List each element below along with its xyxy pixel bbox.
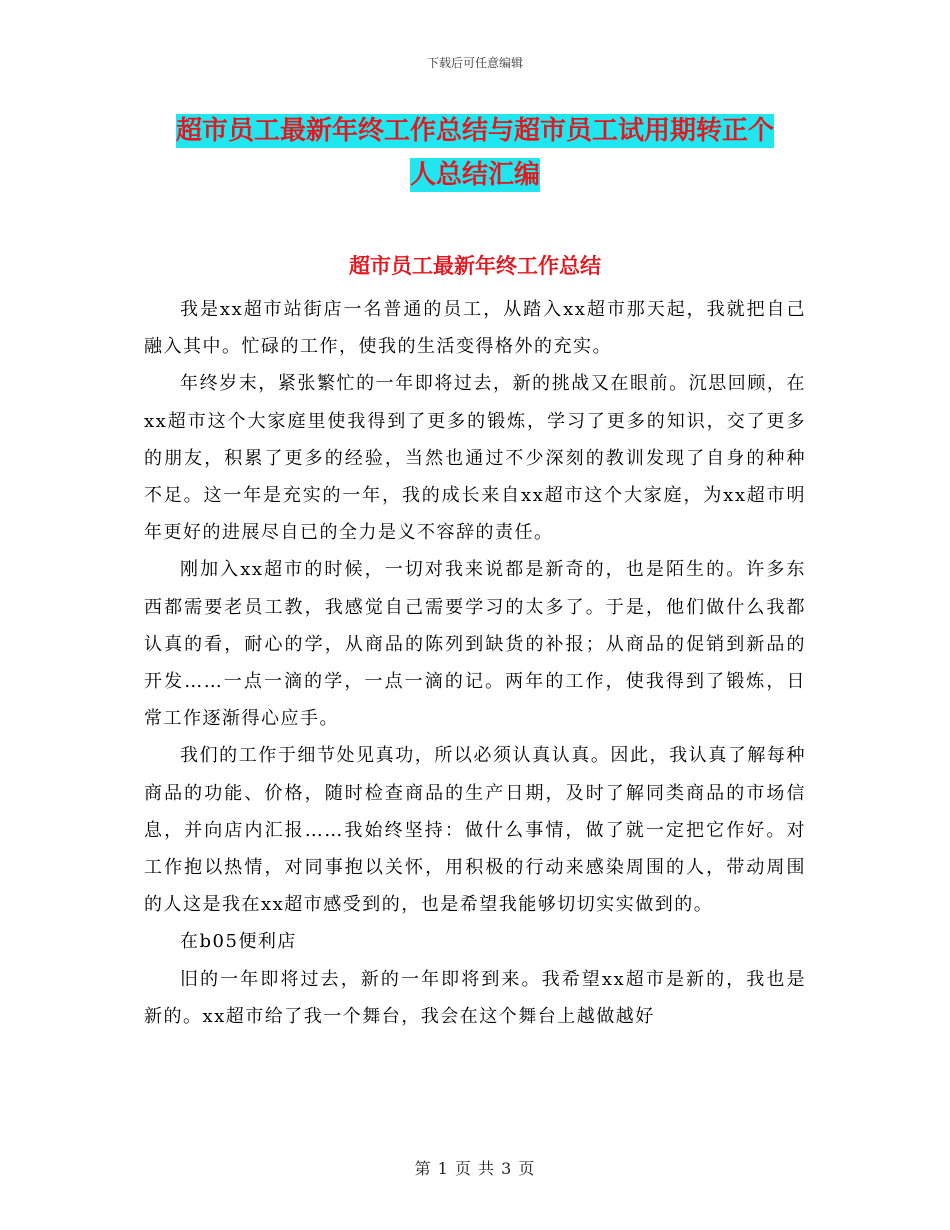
paragraph: 我们的工作于细节处见真功，所以必须认真认真。因此，我认真了解每种商品的功能、价格，随时检查商品的生产日期，及时了解同类商品的市场信息，并向店内汇报……我始终坚持：做什么事情，做了就一定把它作好。对工作抱以热情，对同事抱以关怀，用积极的行动来感染周围的人，带动周围的人这是我在xx超市感受到的，也是希望我能够切切实实做到的。 — [144, 745, 806, 916]
paragraph: 旧的一年即将过去，新的一年即将到来。我希望xx超市是新的，我也是新的。xx超市给了我一个舞台，我会在这个舞台上越做越好 — [144, 968, 806, 1027]
header-note: 下载后可任意编辑 — [426, 56, 523, 70]
document-body — [144, 291, 806, 1035]
page-number-footer: 第 1 页 共 3 页 — [414, 1159, 536, 1178]
document-title-line-1 — [0, 114, 950, 148]
section-title: 超市员工最新年终工作总结 — [349, 253, 601, 278]
paragraph: 我是xx超市站街店一名普通的员工，从踏入xx超市那天起，我就把自己融入其中。忙碌的工作，使我的生活变得格外的充实。 — [144, 299, 806, 358]
document-title-text-2: 人总结汇编 — [409, 160, 540, 190]
document-title-line-2 — [0, 158, 950, 192]
paragraph: 年终岁末，紧张繁忙的一年即将过去，新的挑战又在眼前。沉思回顾，在xx超市这个大家庭里使我得到了更多的锻炼，学习了更多的知识，交了更多的朋友，积累了更多的经验，当然也通过不少深刻的教训发现了自身的种种不足。这一年是充实的一年，我的成长来自xx超市这个大家庭，为xx超市明年更好的进展尽自已的全力是义不容辞的责任。 — [144, 373, 806, 544]
document-title-text-1: 超市员工最新年终工作总结与超市员工试用期转正个 — [175, 116, 774, 146]
paragraph: 刚加入xx超市的时候，一切对我来说都是新奇的，也是陌生的。许多东西都需要老员工教，我感觉自己需要学习的太多了。于是，他们做什么我都认真的看，耐心的学，从商品的陈列到缺货的补报；从商品的促销到新品的开发……一点一滴的学，一点一滴的记。两年的工作，使我得到了锻炼，日常工作逐渐得心应手。 — [144, 559, 806, 730]
paragraph: 在b05便利店 — [180, 931, 297, 953]
